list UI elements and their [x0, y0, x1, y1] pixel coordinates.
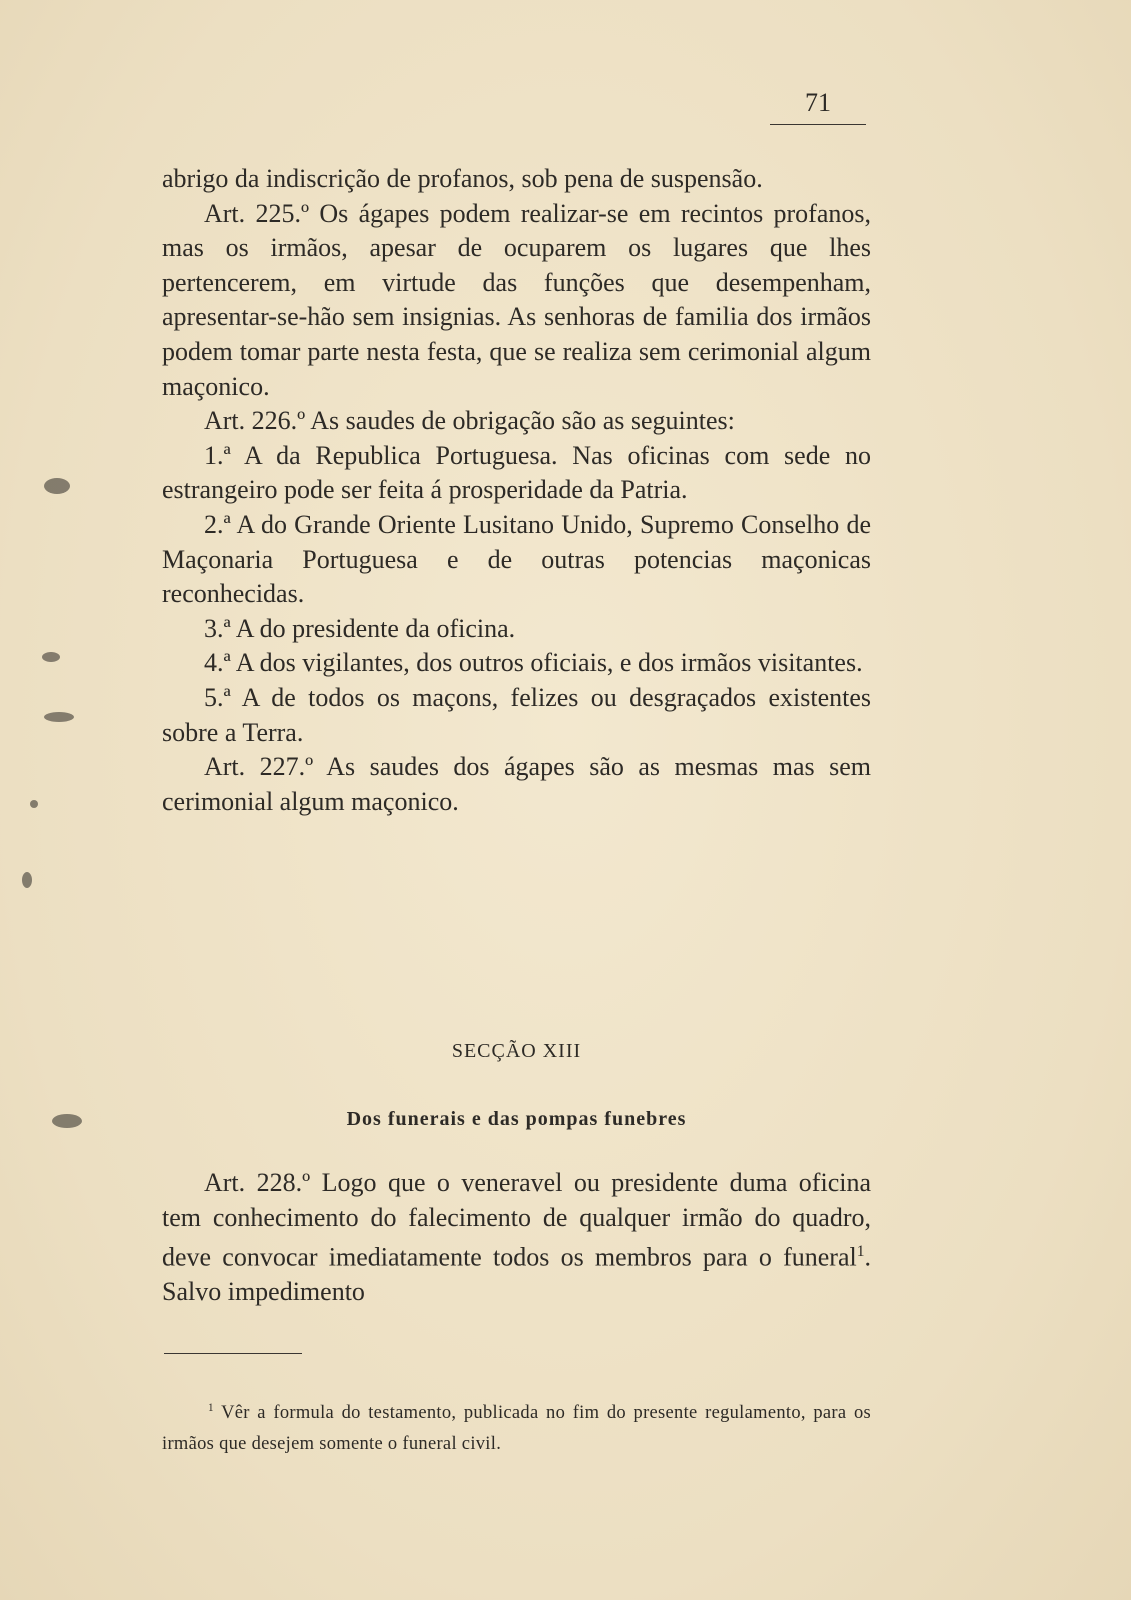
margin-mark — [42, 652, 60, 662]
margin-mark — [22, 872, 32, 888]
footnote-reference: 1 — [856, 1243, 865, 1261]
section-title: SECÇÃO XIII — [451, 1040, 582, 1062]
margin-mark — [44, 712, 74, 722]
list-item-toast-2: 2.ª A do Grande Oriente Lusitano Unido, Supremo Conselho de Maçonaria Portuguesa e de outras potencias maçonicas reconhecidas. — [162, 509, 871, 609]
paragraph-art-227: Art. 227.º As saudes dos ágapes são as mesmas mas sem cerimonial algum maçonico. — [162, 752, 871, 816]
footnote — [162, 1393, 871, 1460]
page-number: 71 — [770, 88, 866, 125]
list-item-toast-1: 1.ª A da Republica Portuguesa. Nas oficinas com sede no estrangeiro pode ser feita á prosperidade da Patria. — [162, 440, 871, 505]
paragraph-text-continued: . Salvo impedimento — [162, 1242, 871, 1307]
footnote-text: Vêr a formula do testamento, publicada no fim do presente regulamento, para os irmãos que desejem somente o funeral civil. — [162, 1403, 872, 1455]
body-text-before-section — [162, 162, 871, 819]
paragraph-text: Art. 228.º Logo que o veneravel ou presidente duma oficina tem conhecimento do falecimento de qualquer irmão do quadro, deve convocar imediatamente todos os membros para o funeral — [162, 1168, 871, 1272]
footnote-divider — [164, 1353, 302, 1354]
list-item-toast-3: 3.ª A do presidente da oficina. — [204, 613, 516, 643]
footnote-marker: 1 — [208, 1402, 214, 1414]
section-subtitle: Dos funerais e das pompas funebres — [346, 1108, 687, 1130]
paragraph-art-225: Art. 225.º Os ágapes podem realizar-se em recintos profanos, mas os irmãos, apesar de ocuparem os lugares que lhes pertencerem, em virtude das funções que desempenham, apresentar-se-hão sem insignias. As senhoras de familia dos irmãos podem tomar parte nesta festa, que se realiza sem cerimonial algum maçonico. — [162, 198, 871, 401]
list-item-toast-5: 5.ª A de todos os maçons, felizes ou desgraçados existentes sobre a Terra. — [162, 682, 871, 747]
body-text-after-section — [162, 1166, 871, 1310]
margin-mark — [44, 478, 70, 494]
margin-mark — [30, 800, 38, 808]
margin-mark — [52, 1114, 82, 1128]
paragraph-art-228 — [162, 1166, 871, 1310]
list-item-toast-4: 4.ª A dos vigilantes, dos outros oficiais, e dos irmãos visitantes. — [204, 648, 863, 678]
paragraph-art-226: Art. 226.º As saudes de obrigação são as seguintes: — [204, 406, 735, 436]
paragraph: abrigo da indiscrição de profanos, sob pena de suspensão. — [162, 164, 763, 193]
